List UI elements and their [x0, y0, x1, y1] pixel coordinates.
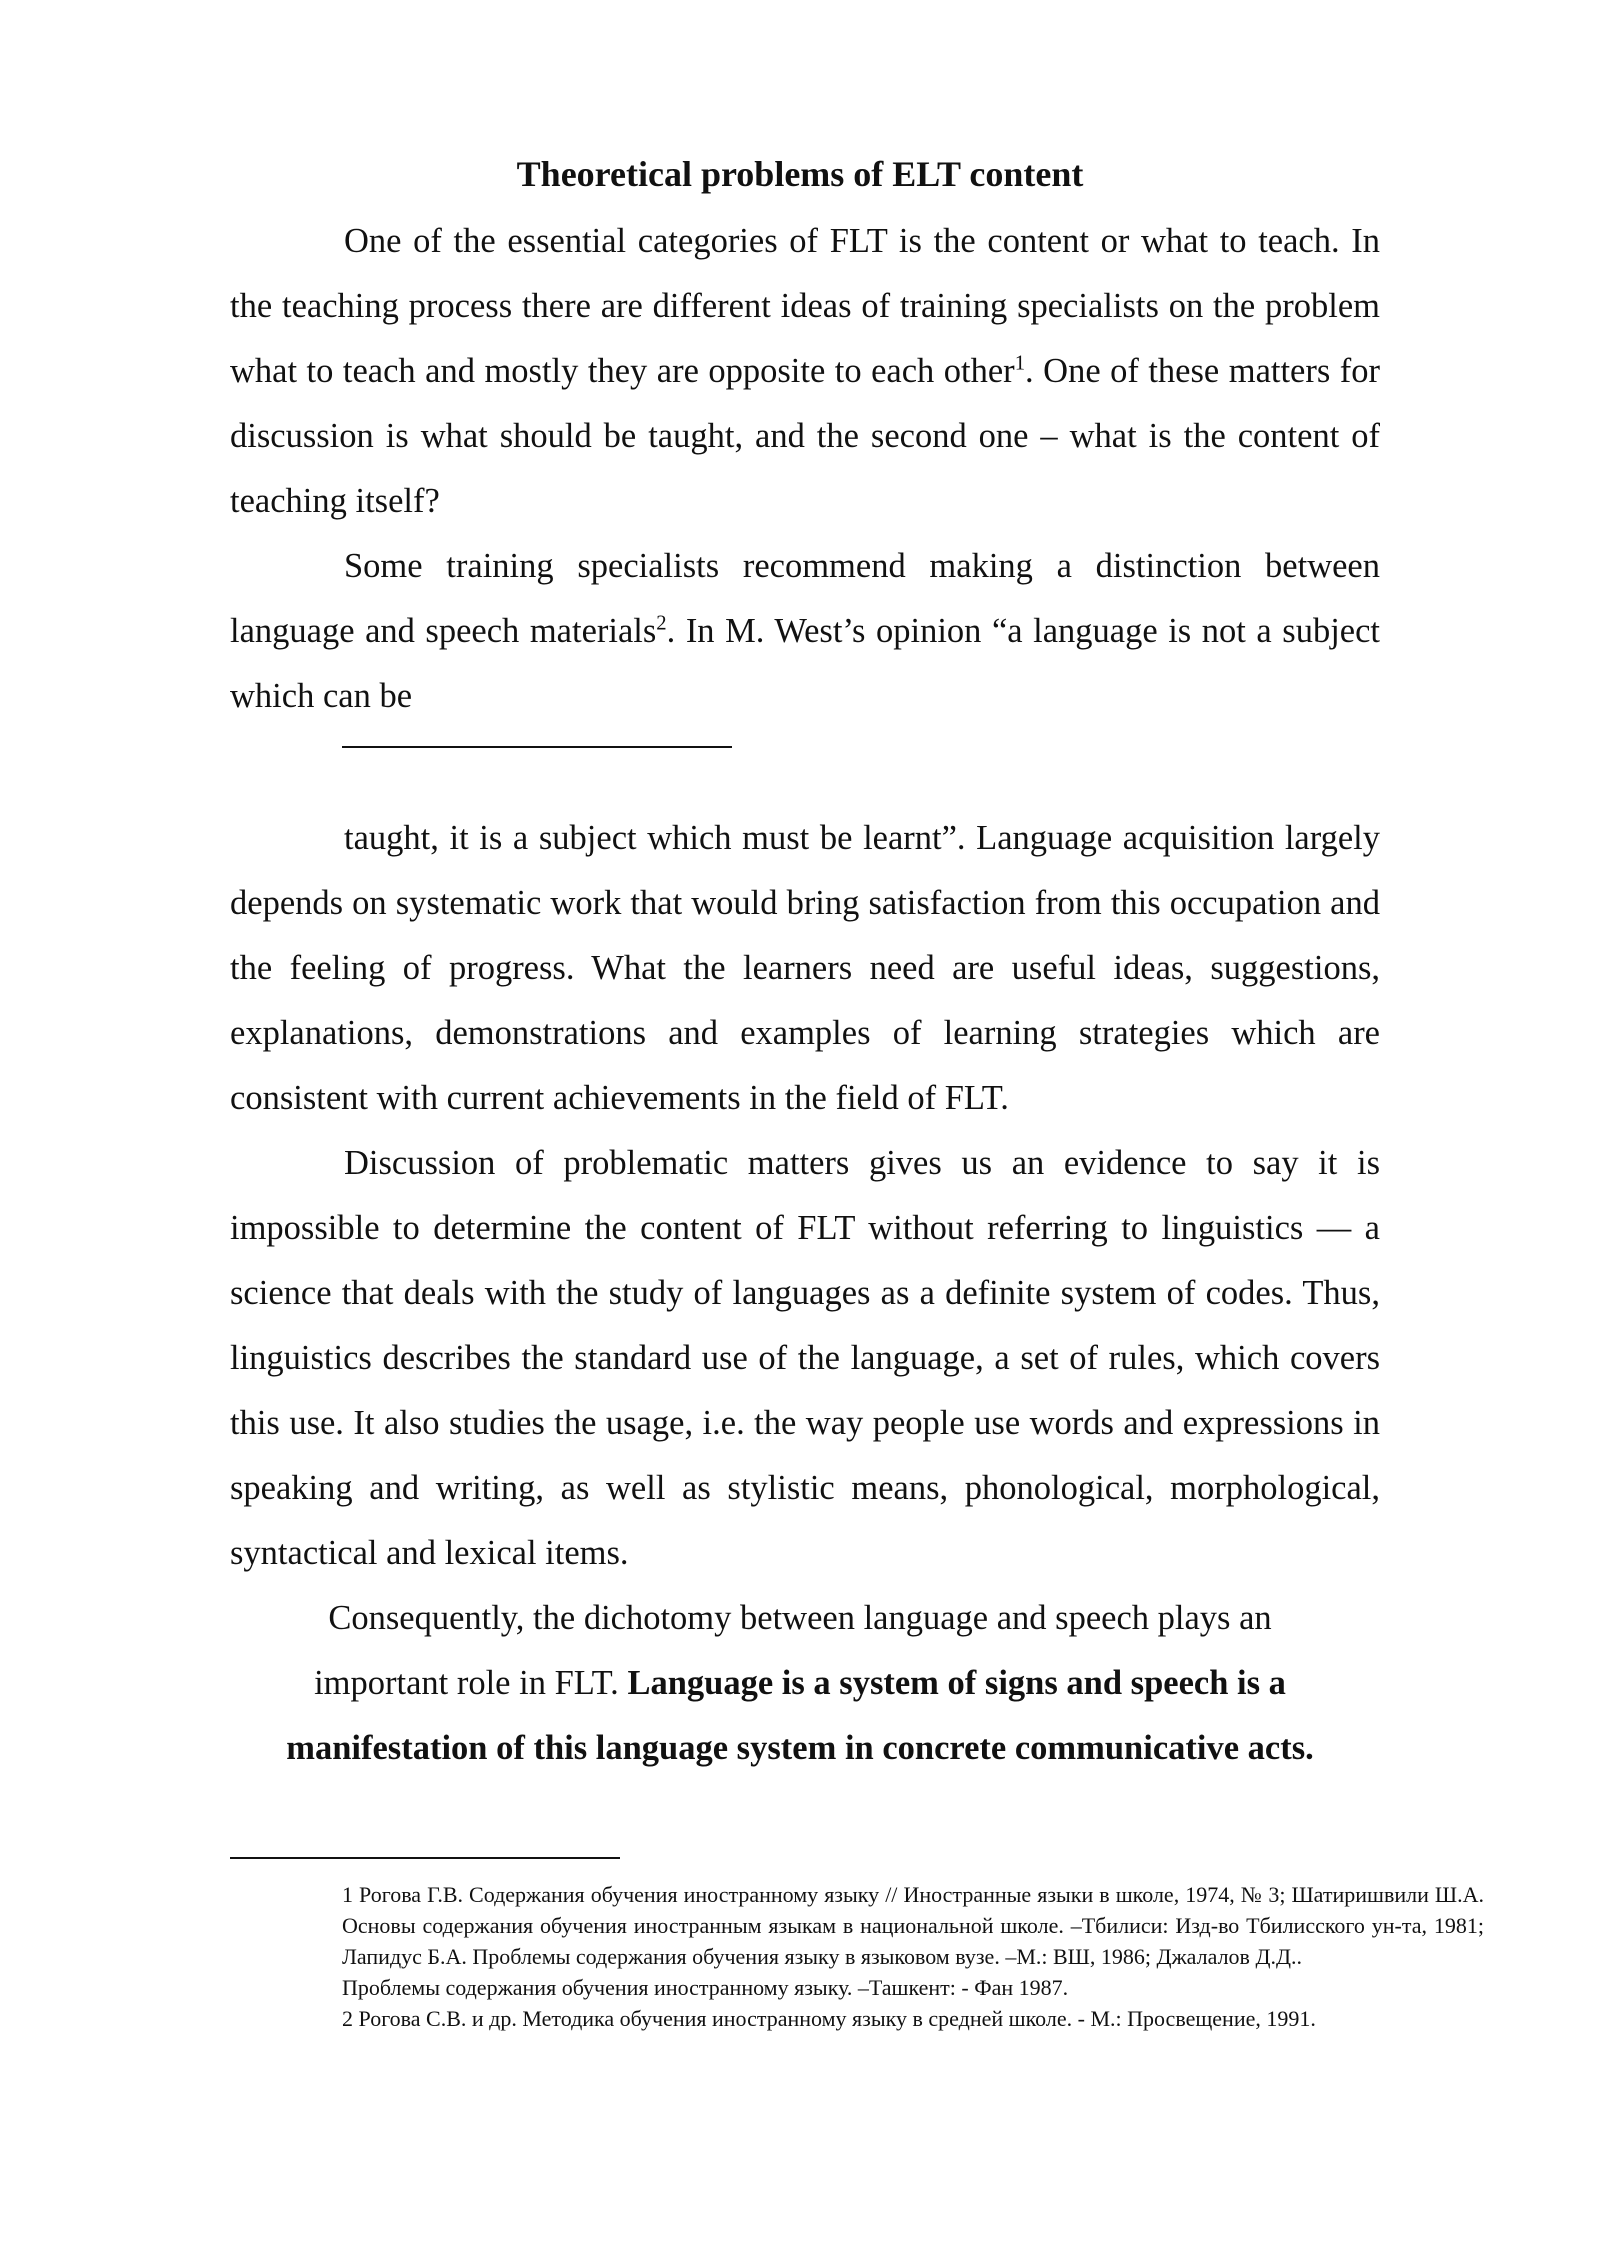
footnote-separator: [230, 1857, 620, 1859]
footnote-1-continuation: Проблемы содержания обучения иностранному языку. –Ташкент: - Фан 1987.: [342, 1975, 1069, 2000]
paragraph-text: important role in FLT.: [314, 1664, 628, 1702]
paragraph-text: One of the essential categories of FLT is the content or what to teach. In the teaching process there are different ideas of training specialists on the problem what to teach and mostly they are opposite to each other: [230, 222, 1380, 390]
paragraph-dichotomy-line-3: [200, 1716, 1400, 1781]
key-definition: manifestation of this language system in concrete communicative acts.: [286, 1729, 1314, 1767]
footnote-2: 2 Рогова С.В. и др. Методика обучения иностранному языку в средней школе. - М.: Просвещение, 1991.: [342, 2006, 1316, 2031]
separator-line: [342, 746, 732, 748]
paragraph-text: . One of these matters for discussion is what should be taught, and the second one – what is the content of teaching itself?: [230, 352, 1380, 520]
footnote-ref-2: 2: [656, 612, 667, 635]
paragraph-dichotomy-line-1: Consequently, the dichotomy between language and speech plays an: [328, 1599, 1272, 1637]
paragraph-dichotomy-line-2: [200, 1651, 1400, 1716]
page-title: Theoretical problems of ELT content: [516, 154, 1084, 194]
footnote-ref-1: 1: [1014, 352, 1026, 375]
paragraph-content-categories: [230, 209, 1380, 534]
footnotes: [342, 1879, 1484, 2034]
paragraph-text: . In M. West’s opinion “a language is not a subject which can be: [230, 612, 1380, 715]
paragraph-language-speech: [230, 534, 1380, 729]
paragraph-linguistics: Discussion of problematic matters gives us an evidence to say it is impossible to determine the content of FLT without referring to linguistics — a science that deals with the study of languages as a definite system of codes. Thus, linguistics describes the standard use of the language, a set of rules, which covers this use. It also studies the usage, i.e. the way people use words and expressions in speaking and writing, as well as stylistic means, phonological, morphological, syntactical and lexical items.: [230, 1144, 1380, 1572]
paragraph-language-acquisition: taught, it is a subject which must be learnt”. Language acquisition largely depends on systematic work that would bring satisfaction from this occupation and the feeling of progress. What the learners need are useful ideas, suggestions, explanations, demonstrations and examples of learning strategies which are consistent with current achievements in the field of FLT.: [230, 819, 1380, 1117]
key-definition: Language is a system of signs and speech is a: [627, 1664, 1286, 1702]
paragraph-text: Some training specialists recommend making a distinction between language and speech materials: [230, 547, 1380, 650]
footnote-1: 1 Рогова Г.В. Содержания обучения иностранному языку // Иностранные языки в школе, 1974, № 3; Шатиришвили Ш.А. Основы содержания обучения иностранным языкам в национальной школе. –Тбилиси: Изд-во Тбилисского ун-та, 1981; Лапидус Б.А. Проблемы содержания обучения языку в языковом вузе. –М.: ВШ, 1986; Джалалов Д.Д..: [342, 1882, 1484, 1969]
